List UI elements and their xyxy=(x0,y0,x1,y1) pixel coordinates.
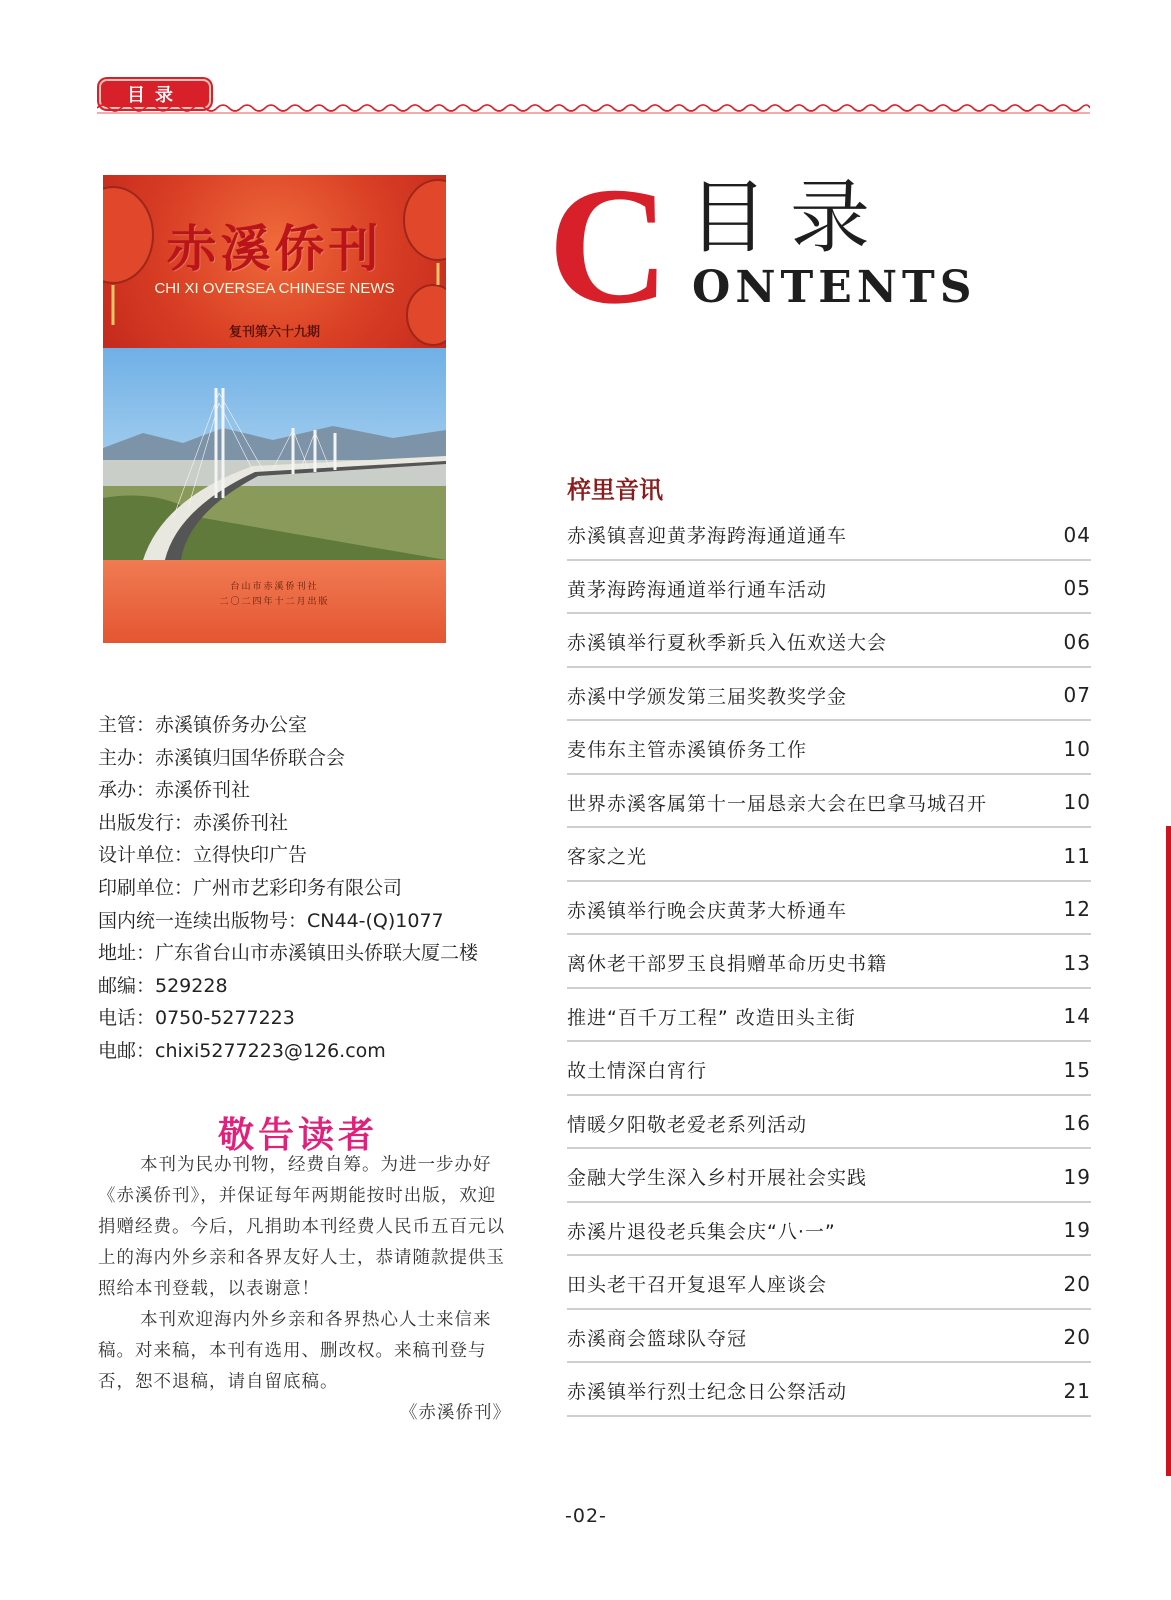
toc-entry-title: 赤溪商会篮球队夺冠 xyxy=(567,1327,748,1350)
info-line: 承办：赤溪侨刊社 xyxy=(98,779,251,802)
toc-entry[interactable] xyxy=(567,935,1091,989)
toc-entry-title: 离休老干部罗玉良捐赠革命历史书籍 xyxy=(567,953,888,976)
toc-entry-page: 10 xyxy=(1063,790,1091,815)
toc-entry-page: 19 xyxy=(1063,1218,1091,1243)
toc-entry[interactable] xyxy=(567,989,1091,1043)
toc-entry[interactable] xyxy=(567,828,1091,882)
toc-entry-title: 赤溪镇举行晚会庆黄茅大桥通车 xyxy=(567,899,848,922)
toc-entry-page: 21 xyxy=(1063,1378,1091,1403)
page-edge-mark xyxy=(1166,826,1171,1476)
toc-entry-title: 田头老干召开复退军人座谈会 xyxy=(567,1274,828,1297)
cover-header xyxy=(103,175,446,348)
toc-entry-page: 05 xyxy=(1063,576,1091,601)
contents-heading-en: ONTENTS xyxy=(692,262,977,313)
toc-entry-page: 20 xyxy=(1063,1325,1091,1350)
toc-entry[interactable] xyxy=(567,507,1091,561)
notice-paragraph-2: 本刊欢迎海内外乡亲和各界热心人士来信来稿。对来稿，本刊有选用、删改权。来稿刊登与否，恕不退稿，请自留底稿。 xyxy=(98,1310,492,1392)
section-title: 梓里音讯 xyxy=(567,476,663,504)
cover-english-title: CHI XI OVERSEA CHINESE NEWS xyxy=(154,280,395,297)
publication-info xyxy=(98,709,478,1068)
info-line: 设计单位：立得快印广告 xyxy=(98,844,308,867)
toc-entry-page: 15 xyxy=(1063,1057,1091,1082)
toc-entry[interactable] xyxy=(567,775,1091,829)
contents-heading-cn: 目录 xyxy=(688,171,892,264)
toc-entry-title: 赤溪镇举行烈士纪念日公祭活动 xyxy=(567,1381,848,1404)
toc-entry-title: 黄茅海跨海通道举行通车活动 xyxy=(567,578,828,601)
info-line: 地址：广东省台山市赤溪镇田头侨联大厦二楼 xyxy=(98,942,479,965)
toc-entry[interactable] xyxy=(567,668,1091,722)
toc-entry-page: 13 xyxy=(1063,950,1091,975)
info-line: 邮编：529228 xyxy=(98,974,228,997)
toc-entry-page: 12 xyxy=(1063,897,1091,922)
toc-entry-title: 情暖夕阳敬老爱老系列活动 xyxy=(567,1113,808,1136)
cover-issue: 复刊第六十九期 xyxy=(228,325,320,340)
toc-entry-page: 20 xyxy=(1063,1271,1091,1296)
toc-entry-title: 麦伟东主管赤溪镇侨务工作 xyxy=(567,739,808,762)
toc-entry[interactable] xyxy=(567,614,1091,668)
toc-entry-title: 赤溪片退役老兵集会庆“八·一” xyxy=(567,1220,836,1243)
toc-entry[interactable] xyxy=(567,1042,1091,1096)
toc-entry-title: 推进“百千万工程” 改造田头主街 xyxy=(567,1006,856,1029)
toc-entry-title: 世界赤溪客属第十一届恳亲大会在巴拿马城召开 xyxy=(567,792,988,815)
toc-entry[interactable] xyxy=(567,1096,1091,1150)
toc-entry-page: 16 xyxy=(1063,1111,1091,1136)
notice-signature: 《赤溪侨刊》 xyxy=(400,1403,511,1423)
toc-entry[interactable] xyxy=(567,882,1091,936)
contents-initial-c xyxy=(548,170,678,320)
toc-entry-title: 赤溪镇喜迎黄茅海跨海通道通车 xyxy=(567,525,848,548)
decorative-wave-line xyxy=(97,100,1090,116)
info-line: 出版发行：赤溪侨刊社 xyxy=(98,811,289,834)
notice-text xyxy=(98,1150,513,1429)
toc-entry[interactable] xyxy=(567,721,1091,775)
info-line: 电话：0750-5277223 xyxy=(98,1007,295,1030)
notice-paragraph-1: 本刊为民办刊物，经费自筹。为进一步办好《赤溪侨刊》，并保证每年两期能按时出版，欢迎捐赠经费。今后，凡捐助本刊经费人民币五百元以上的海内外乡亲和各界友好人士，恭请随款提供玉照给本刊登载，以表谢意！ xyxy=(98,1155,505,1299)
info-line: 电邮：chixi5277223@126.com xyxy=(98,1039,386,1062)
info-line: 主管：赤溪镇侨务办公室 xyxy=(98,714,308,736)
toc-entry-page: 11 xyxy=(1063,843,1091,868)
toc-entry-title: 故土情深白宵行 xyxy=(567,1060,708,1083)
magazine-cover xyxy=(103,175,446,643)
table-of-contents xyxy=(567,507,1091,1417)
toc-entry-page: 14 xyxy=(1063,1004,1091,1029)
toc-entry-title: 赤溪中学颁发第三届奖教奖学金 xyxy=(567,685,848,708)
cover-publisher: 台山市赤溪侨刊社 二〇二四年十二月出版 xyxy=(219,582,330,607)
info-line: 印刷单位：广州市艺彩印务有限公司 xyxy=(98,876,403,899)
toc-entry-page: 04 xyxy=(1063,522,1091,547)
svg-text:C: C xyxy=(548,170,670,320)
toc-entry-title: 金融大学生深入乡村开展社会实践 xyxy=(567,1167,868,1190)
toc-entry[interactable] xyxy=(567,1310,1091,1364)
section-tag: 目录 xyxy=(99,79,211,109)
bridge-photo xyxy=(103,348,446,560)
toc-entry-title: 赤溪镇举行夏秋季新兵入伍欢送大会 xyxy=(567,632,888,655)
info-line: 主办：赤溪镇归国华侨联合会 xyxy=(98,746,346,769)
toc-entry-title: 客家之光 xyxy=(567,846,648,869)
page-number: -02- xyxy=(565,1505,607,1527)
toc-entry-page: 10 xyxy=(1063,736,1091,761)
toc-entry[interactable] xyxy=(567,1363,1091,1417)
toc-entry-page: 07 xyxy=(1063,683,1091,708)
notice-title: 敬告读者 xyxy=(218,1115,379,1156)
info-line: 国内统一连续出版物号：CN44-(Q)1077 xyxy=(98,909,444,932)
toc-entry-page: 06 xyxy=(1063,629,1091,654)
toc-entry[interactable] xyxy=(567,1256,1091,1310)
toc-entry[interactable] xyxy=(567,561,1091,615)
toc-entry[interactable] xyxy=(567,1149,1091,1203)
toc-entry[interactable] xyxy=(567,1203,1091,1257)
cover-title: 赤溪侨刊 xyxy=(166,219,383,278)
toc-entry-page: 19 xyxy=(1063,1164,1091,1189)
cover-footer xyxy=(103,560,446,643)
